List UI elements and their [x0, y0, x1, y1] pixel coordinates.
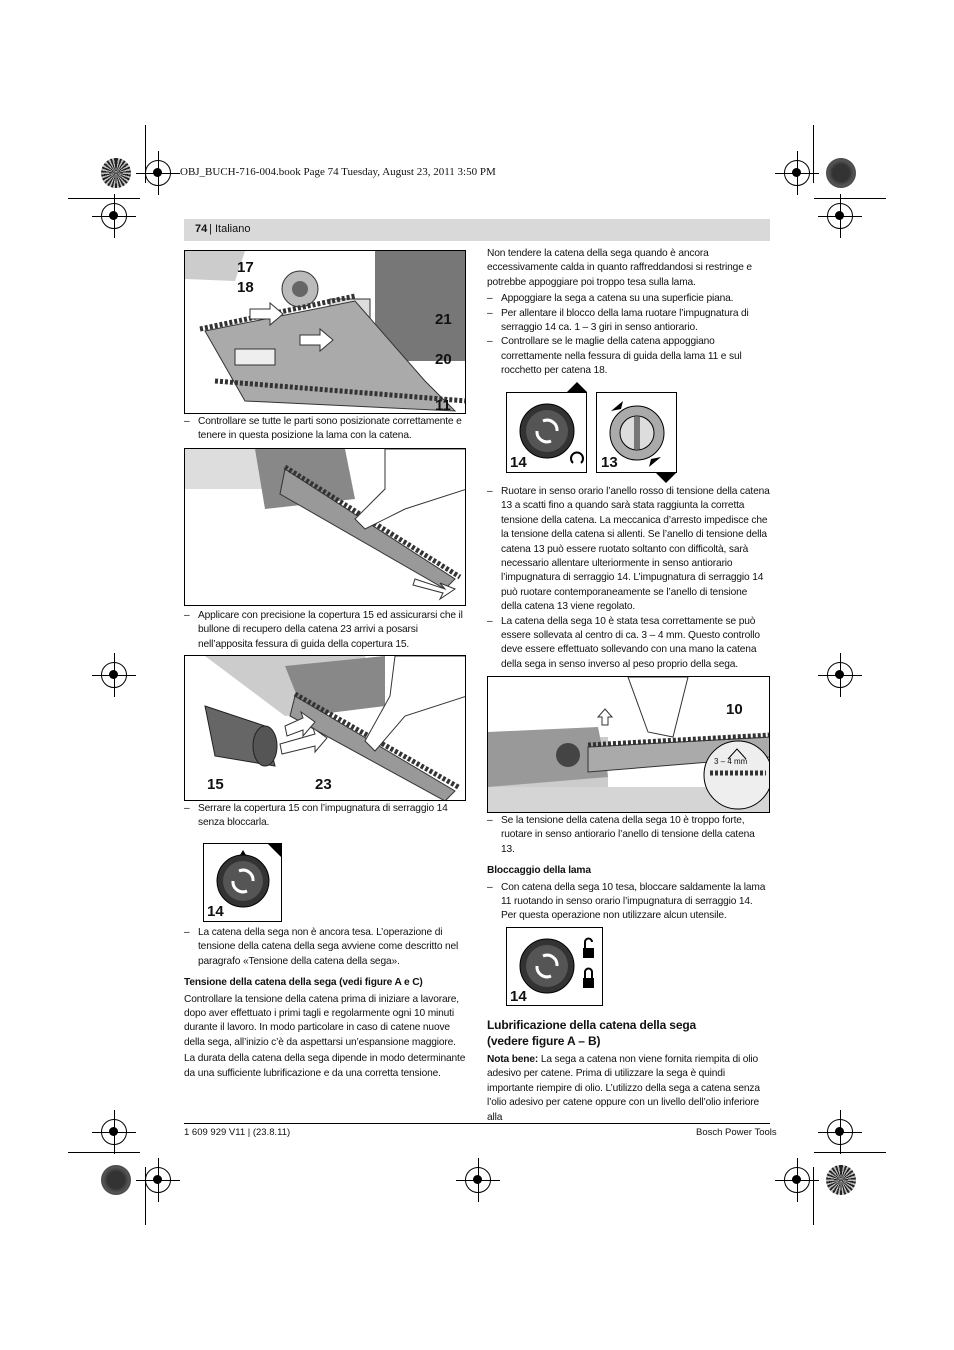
registration-mark — [827, 662, 853, 688]
callout-10: 10 — [726, 701, 743, 718]
pointer-triangle — [656, 473, 676, 483]
section-heading: Bloccaggio della lama — [487, 865, 591, 877]
section-heading: Lubrificazione della catena della sega — [487, 1018, 697, 1032]
gap-measure-label: 3 – 4 mm — [714, 757, 748, 766]
right-column-block-2 — [487, 485, 770, 672]
registration-mark — [784, 1167, 810, 1193]
header-language: Italiano — [215, 223, 251, 235]
section-heading: (vedere figure A – B) — [487, 1034, 601, 1048]
figure-tension-ring — [596, 392, 677, 473]
callout-18: 18 — [237, 279, 254, 296]
instruction-item: – Controllare se le maglie della catena appoggiano correttamente nella fessura di guida della lama 11 e sul rocchetto per catena 18. — [487, 335, 770, 378]
registration-mark — [465, 1167, 491, 1193]
instruction-item: – Serrare la copertura 15 con l’impugnatura di serraggio 14 senza bloccarla. — [184, 802, 466, 831]
footer-brand: Bosch Power Tools — [696, 1127, 777, 1138]
instruction-item: – Per allentare il blocco della lama ruotare l’impugnatura di serraggio 14 ca. 1 – 3 giri in senso antiorario. — [487, 307, 770, 336]
figure-lock-handle — [506, 927, 603, 1006]
paragraph: Non tendere la catena della sega quando è ancora eccessivamente calda in quanto raffreddandosi si restringe e potrebbe appoggiare poi troppo tesa sulla lama. — [487, 248, 752, 288]
right-column-block-3 — [487, 814, 770, 924]
registration-mark — [101, 1119, 127, 1145]
left-column-block-2 — [184, 609, 466, 652]
instruction-item: – Se la tensione della catena della sega 10 è troppo forte, ruotare in senso antiorario l’anello di tensione della catena 13. — [487, 814, 770, 857]
instruction-item: – Ruotare in senso orario l’anello rosso di tensione della catena 13 a scatti fino a quando sarà stata raggiunta la corretta tensione della catena. La meccanica d’arresto impedisce che la tensione della catena si allenti. Se l’anello di tensione della catena 13 può essere ruotato soltanto con difficoltà, sarà necessario allentare ulteriormente in senso antiorario l’impugnatura di serraggio 14. L’impugnatura di serraggio 14 può ruotare contemporaneamente se l’anello di tensione della catena 13 viene regolato. — [487, 485, 770, 615]
instruction-item: – La catena della sega non è ancora tesa. L’operazione di tensione della catena della sega avviene come descritto nel paragrafo «Tensione della catena della sega». — [184, 926, 466, 969]
left-column-block-4 — [184, 926, 466, 1081]
footer-doc-number: 1 609 929 V11 | (23.8.11) — [184, 1127, 291, 1138]
figure-cover-fitting — [184, 655, 466, 801]
left-column-block-3 — [184, 802, 466, 831]
callout-14: 14 — [510, 454, 527, 471]
paragraph — [487, 1053, 770, 1125]
paragraph: La durata della catena della sega dipende in modo determinante da una sufficiente lubrificazione e da una corretta tensione. — [184, 1053, 466, 1079]
registration-mark — [827, 203, 853, 229]
registration-mark — [101, 203, 127, 229]
registration-mark — [101, 662, 127, 688]
figure-handle-loosen — [506, 392, 587, 473]
section-heading: Tensione della catena della sega (vedi figure A e C) — [184, 977, 423, 989]
paragraph: Controllare la tensione della catena prima di iniziare a lavorare, dopo aver effettuato i primi tagli e regolarmente ogni 10 minuti durante il lavoro. In modo particolare in caso di catene nuove della sega, all’inizio c’è da aspettarsi un’espansione maggiore. — [184, 993, 459, 1048]
registration-mark — [145, 160, 171, 186]
nota-label: Nota bene: — [487, 1054, 539, 1065]
callout-11: 11 — [435, 397, 451, 414]
callout-20: 20 — [435, 351, 452, 368]
registration-mark — [827, 1119, 853, 1145]
page-header — [184, 219, 770, 241]
instruction-item: – Con catena della sega 10 tesa, bloccare saldamente la lama 11 ruotando in senso orario l’impugnatura di serraggio 14. Per questa operazione non utilizzare alcun utensile. — [487, 881, 770, 924]
callout-23: 23 — [315, 776, 332, 793]
instruction-item: – La catena della sega 10 è stata tesa correttamente se può essere sollevata al centro di ca. 3 – 4 mm. Questo controllo deve essere effettuato sollevando con una mano la catena della sega in senso inverso al peso proprio della sega. — [487, 615, 770, 673]
nota-text: La sega a catena non viene fornita riempita di olio adesivo per catene. Prima di utilizzare la sega è quindi importante riempire di olio. L’utilizzo della sega a catena senza l’olio adesivo per catene oppure con un livello dell’olio inferiore alla — [487, 1054, 760, 1123]
callout-13: 13 — [601, 454, 618, 471]
figure-hand-on-bar — [184, 448, 466, 606]
callout-15: 15 — [207, 776, 224, 793]
figure-chain-assembly — [184, 250, 466, 414]
instruction-item: – Appoggiare la sega a catena su una superficie piana. — [487, 292, 770, 306]
callout-14: 14 — [510, 988, 527, 1005]
registration-mark — [145, 1167, 171, 1193]
left-column-block-1 — [184, 415, 466, 444]
pointer-triangle — [567, 382, 587, 392]
right-column-block-4 — [487, 1017, 770, 1125]
book-info-line: OBJ_BUCH-716-004.book Page 74 Tuesday, August 23, 2011 3:50 PM — [180, 166, 496, 178]
right-column-block-1 — [487, 247, 770, 379]
callout-17: 17 — [237, 259, 254, 276]
registration-mark — [784, 160, 810, 186]
page-number: 74 — [195, 223, 208, 235]
footer-rule — [184, 1123, 770, 1124]
instruction-item: – Applicare con precisione la copertura 15 ed assicurarsi che il bullone di recupero della catena 23 arrivi a posarsi nell’apposita fessura di guida della copertura 15. — [184, 609, 466, 652]
color-wheel-mark — [826, 1165, 856, 1195]
instruction-item: – Controllare se tutte le parti sono posizionate correttamente e tenere in questa posizione la lama con la catena. — [184, 415, 466, 444]
callout-14: 14 — [207, 903, 224, 920]
color-wheel-mark — [101, 1165, 131, 1195]
figure-clamping-handle — [203, 843, 282, 922]
color-wheel-mark — [826, 158, 856, 188]
figure-chain-lift-check — [487, 676, 770, 813]
callout-21: 21 — [435, 311, 452, 328]
color-wheel-mark — [101, 158, 131, 188]
header-separator: | — [209, 223, 212, 235]
